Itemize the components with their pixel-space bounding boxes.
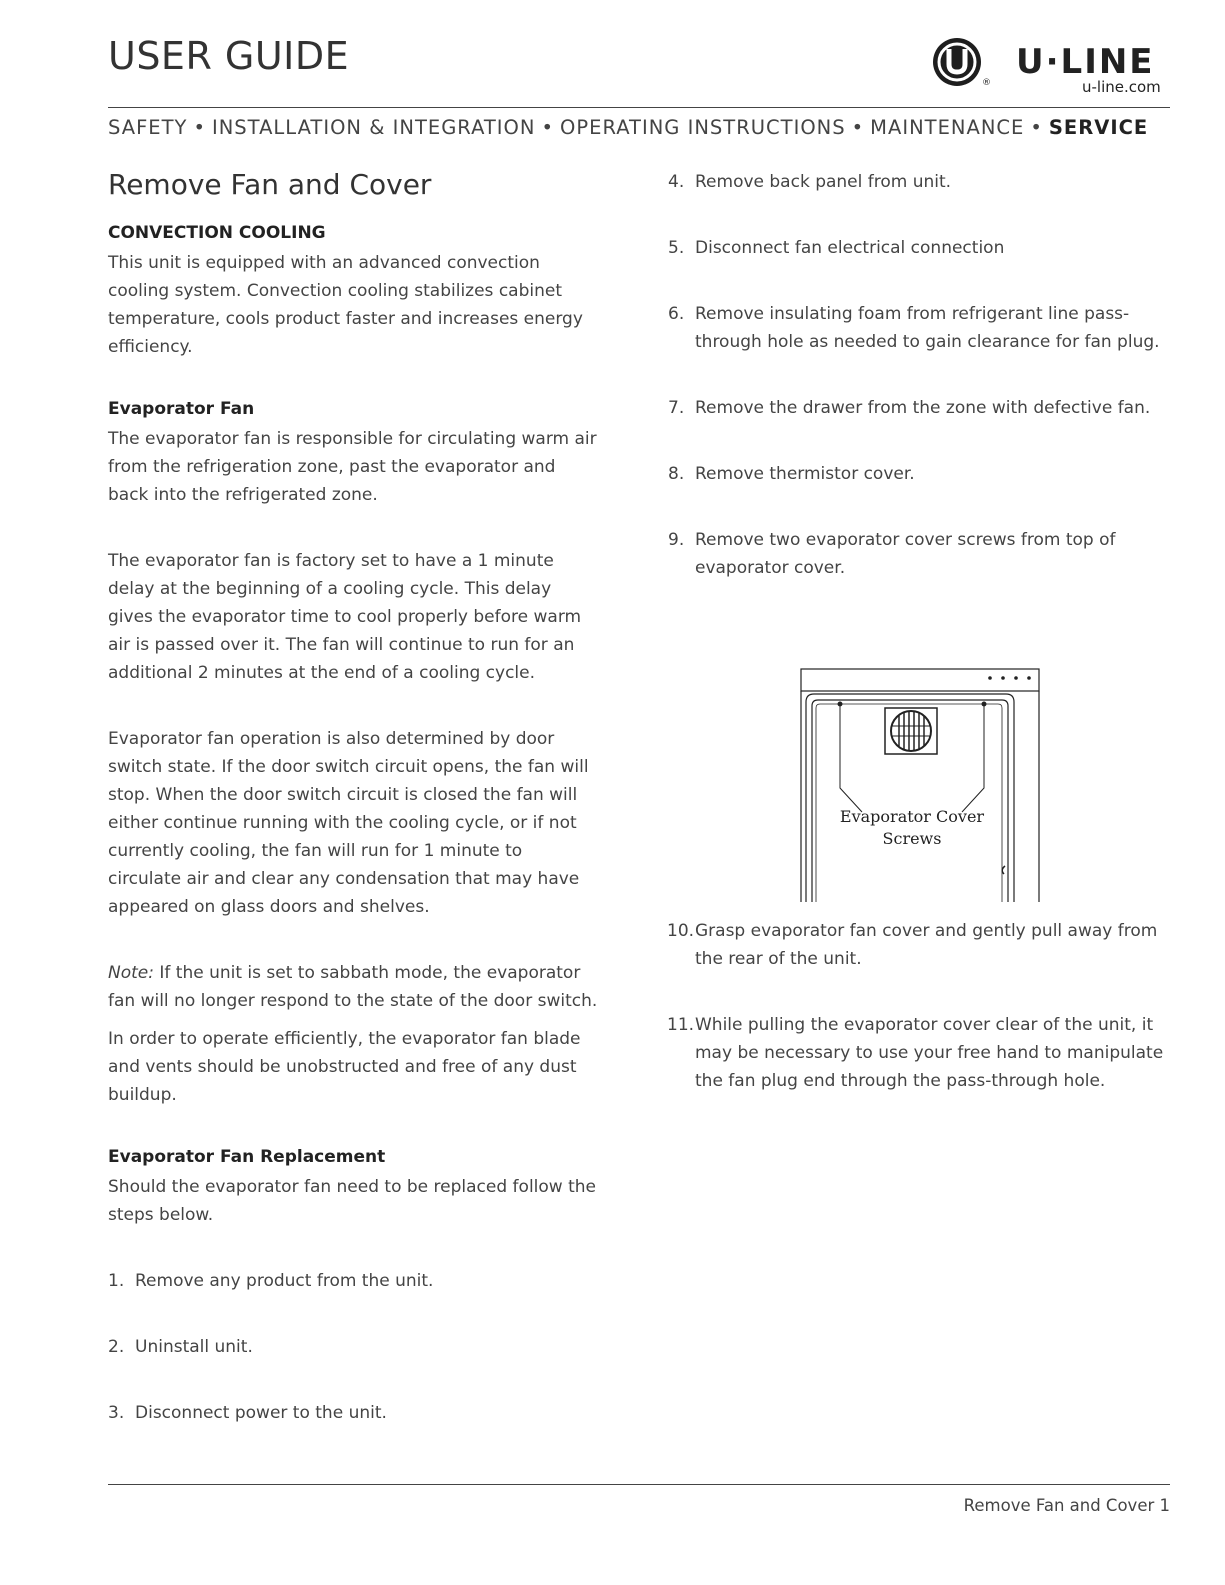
convection-heading: CONVECTION COOLING — [108, 223, 326, 243]
step-4: 4. Remove back panel from unit. — [668, 172, 952, 192]
left-column — [108, 168, 598, 1427]
fan-paragraph-4: In order to operate efficiently, the evaporator fan blade and vents should be unobstructed and free of any dust buildup. — [108, 1029, 581, 1105]
nav-separator: • — [1030, 116, 1043, 139]
figure-label — [820, 806, 1004, 850]
note-text: If the unit is set to sabbath mode, the evaporator fan will no longer respond to the state of the door switch. — [108, 963, 598, 1011]
right-column-lower — [668, 917, 1170, 1095]
nav-item-service: SERVICE — [1048, 116, 1149, 139]
brand-logo — [932, 36, 1172, 96]
page-header-title: USER GUIDE — [108, 34, 350, 78]
unit-rear-illustration — [800, 668, 1046, 904]
page-footer: Remove Fan and Cover 1 — [963, 1496, 1170, 1515]
fan-paragraph-3: Evaporator fan operation is also determined by door switch state. If the door switch circuit opens, the fan will stop. When the door switch circuit is closed the fan will either continue running with the cooling cycle, or if not currently cooling, the fan will run for 1 minute to circulate air and clear any condensation that may have appeared on glass doors and shelves. — [108, 729, 589, 917]
header-divider — [108, 107, 1170, 108]
figure-label-line-2: Screws — [882, 829, 942, 848]
step-11: 11. While pulling the evaporator cover clear of the unit, it may be necessary to use your free hand to manipulate the fan plug end through the pass-through hole. — [667, 1015, 1164, 1091]
brand-wordmark: U·LINE — [1016, 42, 1155, 82]
figure-label-line-1: Evaporator Cover — [839, 807, 985, 826]
fan-paragraph-2: The evaporator fan is factory set to have a 1 minute delay at the beginning of a cooling cycle. This delay gives the evaporator time to cool properly before warm air is passed over it. The fan will continue to run for an additional 2 minutes at the end of a cooling cycle. — [108, 551, 582, 683]
convection-paragraph: This unit is equipped with an advanced convection cooling system. Convection cooling stabilizes cabinet temperature, cools product faster and increases energy efficiency. — [108, 253, 583, 357]
footer-divider — [108, 1484, 1170, 1485]
evaporator-cover-diagram — [800, 668, 1046, 904]
fan-paragraph-1: The evaporator fan is responsible for circulating warm air from the refrigeration zone, past the evaporator and back into the refrigerated zone. — [108, 429, 597, 505]
section-nav — [108, 116, 1148, 139]
section-title: Remove Fan and Cover — [108, 168, 432, 201]
step-7: 7. Remove the drawer from the zone with defective fan. — [668, 398, 1151, 418]
nav-separator: • — [851, 116, 865, 139]
step-9: 9. Remove two evaporator cover screws from top of evaporator cover. — [668, 530, 1116, 578]
note-label: Note: — [108, 963, 154, 983]
fan-heading: Evaporator Fan — [108, 399, 255, 419]
nav-item-maintenance: MAINTENANCE — [870, 116, 1025, 139]
step-1: 1. Remove any product from the unit. — [108, 1271, 434, 1291]
step-2: 2. Uninstall unit. — [108, 1337, 253, 1357]
nav-item-installation: INSTALLATION & INTEGRATION — [211, 116, 536, 139]
brand-url: u-line.com — [1082, 78, 1161, 96]
nav-separator: • — [193, 116, 206, 139]
registered-mark: ® — [982, 78, 991, 88]
nav-separator: • — [541, 116, 555, 139]
replacement-heading: Evaporator Fan Replacement — [108, 1147, 386, 1167]
step-10: 10. Grasp evaporator fan cover and gently pull away from the rear of the unit. — [667, 921, 1158, 969]
step-3: 3. Disconnect power to the unit. — [108, 1403, 387, 1423]
step-5: 5. Disconnect fan electrical connection — [668, 238, 1005, 258]
replacement-paragraph: Should the evaporator fan need to be replaced follow the steps below. — [108, 1177, 596, 1225]
nav-item-operating: OPERATING INSTRUCTIONS — [560, 116, 846, 139]
brand-logo-icon — [932, 36, 988, 92]
right-column — [668, 168, 1170, 582]
step-8: 8. Remove thermistor cover. — [668, 464, 915, 484]
note-paragraph — [108, 959, 598, 1015]
nav-item-safety: SAFETY — [108, 116, 188, 139]
step-6: 6. Remove insulating foam from refrigerant line pass-through hole as needed to gain clearance for fan plug. — [668, 304, 1160, 352]
